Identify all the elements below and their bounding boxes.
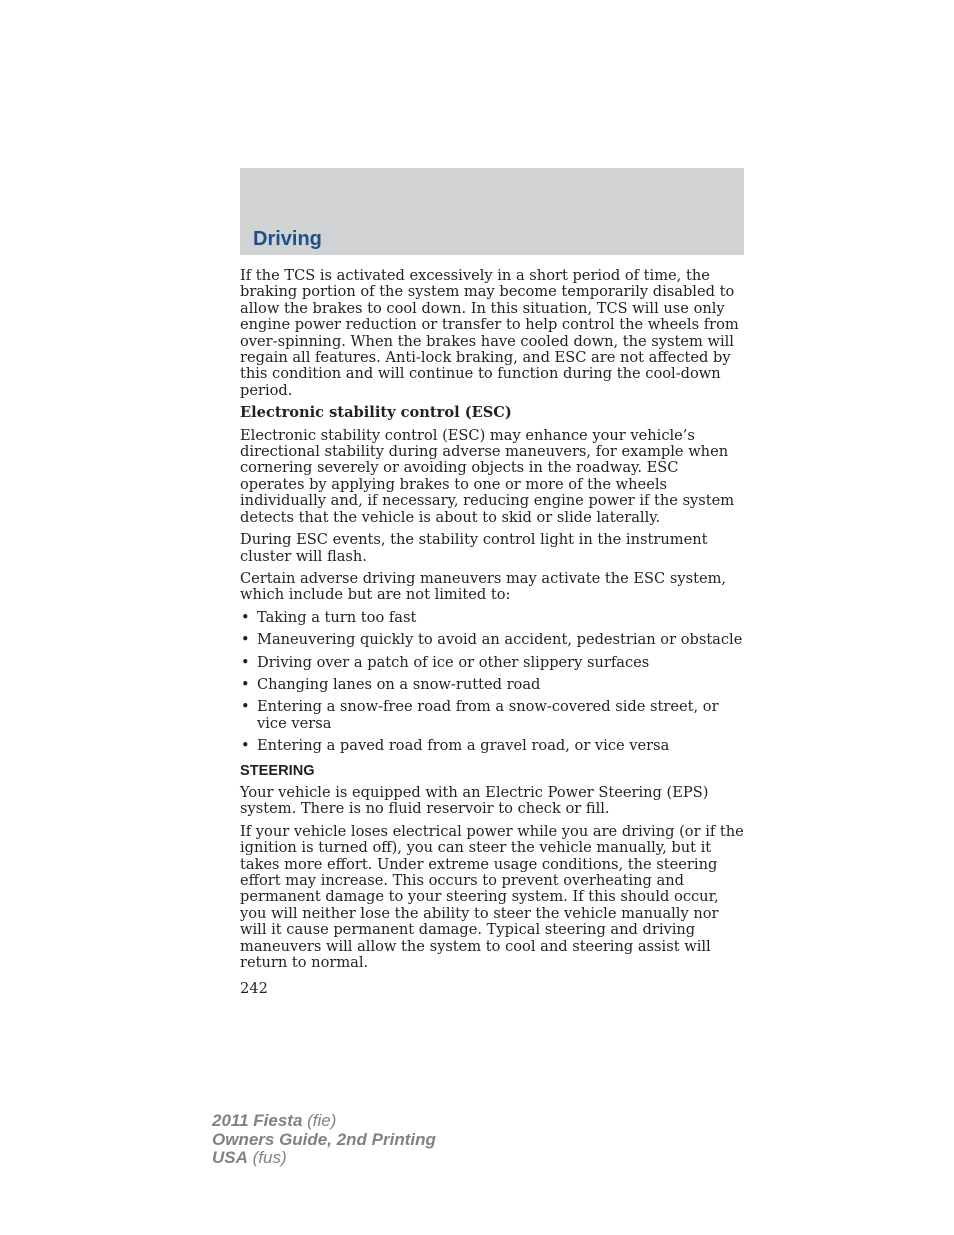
bullet-icon: • <box>241 737 250 755</box>
list-item-text: Maneuvering quickly to avoid an accident, pedestrian or obstacle <box>257 631 743 649</box>
footer-model-name: 2011 Fiesta <box>212 1111 303 1130</box>
paragraph-esc-1: Electronic stability control (ESC) may enhance your vehicle’s directional stability during adverse maneuvers, for example when cornering severely or avoiding objects in the roadway. ESC operates by applying brakes to one or more of the wheels individually and, if necessary, reducing engine power if the system detects that the vehicle is about to skid or slide laterally. <box>240 426 735 526</box>
footer-model-code: (fie) <box>302 1111 337 1130</box>
list-item <box>240 738 746 754</box>
footer-line-market <box>212 1149 436 1168</box>
bullet-icon: • <box>241 608 250 626</box>
bullet-icon: • <box>241 631 250 649</box>
bullet-icon: • <box>241 675 250 693</box>
footer-market-code: (fus) <box>247 1148 287 1167</box>
bullet-icon: • <box>241 653 250 671</box>
list-item-text: Changing lanes on a snow-rutted road <box>257 675 541 693</box>
document-footer <box>212 1112 436 1168</box>
paragraph-esc-3: Certain adverse driving maneuvers may activate the ESC system, which include but are not limited to: <box>240 569 727 604</box>
esc-maneuver-list <box>240 610 746 755</box>
paragraph-steering-1: Your vehicle is equipped with an Electric Power Steering (EPS) system. There is no fluid reservoir to check or fill. <box>240 783 709 818</box>
section-title: Driving <box>253 228 322 250</box>
footer-guide-name: Owners Guide, 2nd Printing <box>212 1129 436 1149</box>
list-item <box>240 632 746 648</box>
paragraph-esc-2: During ESC events, the stability control light in the instrument cluster will flash. <box>240 531 708 565</box>
page-content <box>240 268 746 998</box>
footer-line-guide <box>212 1131 436 1150</box>
list-item-text: Entering a paved road from a gravel road, or vice versa <box>257 737 670 755</box>
list-item-text: Entering a snow-free road from a snow-covered side street, or vice versa <box>257 698 719 732</box>
footer-line-model <box>212 1112 436 1131</box>
paragraph-steering-2: If your vehicle loses electrical power while you are driving (or if the ignition is turned off), you can steer the vehicle manually, but it takes more effort. Under extreme usage conditions, the steering effort may increase. This occurs to prevent overheating and permanent damage to your steering system. If this should occur, you will neither lose the ability to steer the vehicle manually nor will it cause permanent damage. Typical steering and driving maneuvers will allow the system to cool and steering assist will return to normal. <box>240 822 744 972</box>
list-item <box>240 655 746 671</box>
section-header-band <box>240 168 744 255</box>
esc-subheading: Electronic stability control (ESC) <box>240 404 512 422</box>
steering-heading: STEERING <box>240 762 315 779</box>
list-item-text: Driving over a patch of ice or other slippery surfaces <box>257 653 650 671</box>
list-item <box>240 610 746 626</box>
bullet-icon: • <box>241 698 250 716</box>
paragraph-tcs: If the TCS is activated excessively in a short period of time, the braking portion of the system may become temporarily disabled to allow the brakes to cool down. In this situation, TCS will use only engine power reduction or transfer to help control the wheels from over-spinning. When the brakes have cooled down, the system will regain all features. Anti-lock braking, and ESC are not affected by this condition and will continue to function during the cool-down period. <box>240 267 739 399</box>
list-item <box>240 677 746 693</box>
list-item <box>240 699 746 732</box>
page-number: 242 <box>240 980 268 998</box>
list-item-text: Taking a turn too fast <box>257 608 417 626</box>
footer-market-name: USA <box>212 1148 248 1167</box>
